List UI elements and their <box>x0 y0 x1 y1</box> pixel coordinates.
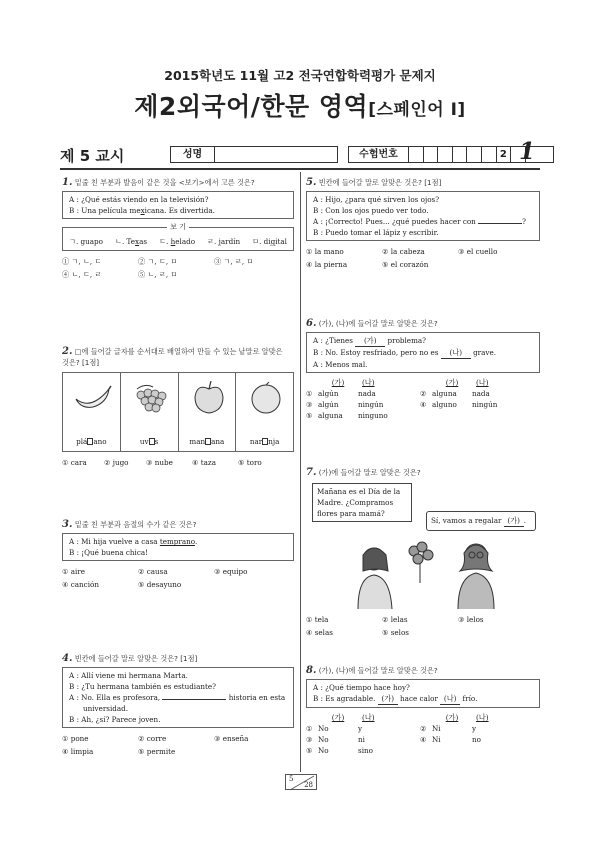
page-total: 28 <box>304 781 313 789</box>
exam-number-cell <box>467 147 482 162</box>
dialogue-line: B : Una película mexicana. Es divertida. <box>69 206 215 215</box>
fruit-cell <box>63 373 121 451</box>
question-stem: 밑줄 친 부분과 음절의 수가 같은 것은? <box>74 520 197 529</box>
fruit-word: plá ano <box>76 437 107 446</box>
answer-options <box>306 614 540 638</box>
dialogue-line: B : Ah, ¿sí? Parece joven. <box>69 715 161 724</box>
exam-number-cell <box>409 147 424 162</box>
answer-blank <box>162 699 226 700</box>
exam-title-sub: [스페인어 I] <box>368 100 466 120</box>
dialogue-box <box>62 667 294 728</box>
dialogue-box <box>306 332 540 373</box>
answer-blank: (가) <box>378 693 398 705</box>
answer-option[interactable]: ② ㄱ, ㄷ, ㅁ <box>138 257 178 266</box>
answer-option[interactable]: ① cara <box>62 458 87 467</box>
illustration <box>306 481 540 609</box>
question-number: 4. <box>62 653 73 664</box>
page-footer <box>285 774 317 790</box>
dialogue-line: A : ¿Tienes (가) problema? <box>313 336 427 345</box>
answer-option[interactable]: ① tela <box>306 615 329 624</box>
column-header: (가) <box>331 713 345 722</box>
answer-table: (가) (나) (가) (나) ① algún nada ② alguna nada ③ algún ningún ④ alguno ningún ⑤ alguna ninguno <box>306 377 540 421</box>
answer-option[interactable]: ② lelas <box>382 615 408 624</box>
underlined-text: x <box>140 206 145 215</box>
question-7 <box>306 467 540 638</box>
answer-option[interactable]: ③ equipo <box>214 567 248 576</box>
answer-blank: (가) <box>355 335 385 347</box>
question-3 <box>62 519 294 590</box>
answer-option[interactable]: ③ enseña <box>214 734 249 743</box>
answer-option[interactable]: ③ lelos <box>458 615 484 624</box>
answer-options <box>62 256 294 280</box>
bogi-item: ㄹ. jardín <box>207 237 241 246</box>
question-stem: 빈칸에 들어갈 말로 알맞은 것은? [1점] <box>74 654 198 663</box>
question-number: 3. <box>62 519 73 530</box>
answer-table: (가) (나) (가) (나) ① No y ② Ni y ③ No ni ④ Ni no ⑤ No sino <box>306 712 540 756</box>
speech-bubble-right: Sí, vamos a regalar (가) . <box>426 511 536 531</box>
answer-option[interactable]: ② la cabeza <box>382 247 425 256</box>
name-box <box>170 146 338 163</box>
fruit-cell <box>236 373 293 451</box>
banana-icon <box>73 377 113 417</box>
exam-title-main: 제2외국어/한문 영역 <box>134 92 369 121</box>
exam-number-cell <box>424 147 439 162</box>
session-label: 제 5 교시 <box>60 147 125 165</box>
answer-option[interactable]: ② causa <box>138 567 168 576</box>
dialogue-line: A : ¡Correcto! Pues... ¿qué puedes hacer con ? <box>313 217 526 226</box>
answer-option[interactable]: ③ <box>306 400 313 409</box>
answer-option[interactable]: ⑤ <box>306 411 313 420</box>
bogi-item: ㄷ. helado <box>159 237 196 246</box>
question-8 <box>306 665 540 756</box>
question-number: 1. <box>62 177 73 188</box>
answer-options <box>62 733 294 757</box>
question-1 <box>62 177 294 280</box>
question-stem: 빈칸에 들어갈 말로 알맞은 것은? [1점] <box>318 178 442 187</box>
answer-blank <box>478 223 522 224</box>
dialogue-box <box>306 679 540 708</box>
apple-icon <box>189 377 229 417</box>
answer-option[interactable]: ① la mano <box>306 247 344 256</box>
fruit-word: nar nja <box>249 437 280 446</box>
answer-blank: (나) <box>441 347 471 359</box>
question-2 <box>62 346 294 468</box>
answer-option[interactable]: ④ <box>420 400 427 409</box>
answer-option[interactable]: ③ el cuello <box>458 247 498 256</box>
exam-subtitle: 2015학년도 11월 고2 전국연합학력평가 문제지 <box>164 68 436 83</box>
answer-blank: (나) <box>440 693 460 705</box>
question-stem: (가)에 들어갈 말로 알맞은 것은? <box>318 468 421 477</box>
dialogue-line: B : ¡Qué buena chica! <box>69 548 149 557</box>
dialogue-line: B : No. Estoy resfriado, pero no es (나) grave. <box>313 348 496 357</box>
column-header: (나) <box>476 713 489 722</box>
answer-option[interactable]: ② <box>420 724 427 733</box>
question-number: 6. <box>306 318 317 329</box>
question-number: 7. <box>306 467 317 478</box>
fruit-word: uv s <box>139 437 159 446</box>
page-number-big: 1 <box>519 138 536 165</box>
dialogue-box <box>306 191 540 241</box>
answer-option[interactable]: ④ ㄴ, ㄷ, ㄹ <box>62 270 102 279</box>
answer-option[interactable]: ⑤ selos <box>382 628 409 637</box>
dialogue-line: B : Es agradable. (가) hace calor (나) frío. <box>313 694 478 703</box>
answer-option[interactable]: ② jugo <box>104 458 129 467</box>
bogi-item: ㄴ. Texas <box>115 237 148 246</box>
question-number: 2. <box>62 346 73 357</box>
column-header: (가) <box>445 713 459 722</box>
bogi-box <box>62 223 294 251</box>
answer-option[interactable]: ④ limpia <box>62 747 94 756</box>
bogi-title: 보 기 <box>167 223 189 231</box>
grapes-icon <box>131 377 171 417</box>
answer-option[interactable]: ⑤ el corazón <box>382 260 429 269</box>
question-6 <box>306 318 540 421</box>
answer-option[interactable]: ① pone <box>62 734 89 743</box>
answer-option[interactable]: ④ selas <box>306 628 333 637</box>
fruit-picture-box <box>62 372 294 452</box>
exam-number-cell <box>438 147 453 162</box>
question-stem: 밑줄 친 부분과 발음이 같은 것을 <보기>에서 고른 것은? <box>74 178 255 187</box>
orange-icon <box>246 377 286 417</box>
bogi-item: ㅁ. digital <box>252 237 287 246</box>
header-row <box>60 138 540 165</box>
column-header: (가) <box>445 378 459 387</box>
exam-title <box>0 87 600 123</box>
answer-option[interactable]: ④ <box>420 735 427 744</box>
answer-option[interactable]: ③ ㄱ, ㄹ, ㅁ <box>214 257 254 266</box>
exam-number-digit: 2 <box>497 147 512 162</box>
dialogue-line: A : Menos mal. <box>313 360 368 369</box>
dialogue-box <box>62 191 294 219</box>
answer-option[interactable]: ⑤ ㄴ, ㄹ, ㅁ <box>138 270 178 279</box>
answer-option[interactable]: ④ canción <box>62 580 99 589</box>
answer-option[interactable]: ① <box>306 389 313 398</box>
underlined-text: temprano <box>159 537 195 546</box>
answer-option[interactable]: ① ㄱ, ㄴ, ㄷ <box>62 257 102 266</box>
answer-options <box>62 457 294 468</box>
exam-number-cell <box>453 147 468 162</box>
dialogue-line: A : ¿Qué estás viendo en la televisión? <box>69 195 209 204</box>
answer-option[interactable]: ③ nube <box>146 458 173 467</box>
exam-number-cell <box>482 147 497 162</box>
speech-bubble-left: Mañana es el Día de la Madre. ¿Compramos flores para mamá? <box>312 483 412 522</box>
dialogue-line: A : No. Ella es profesora, historia en esta <box>69 693 286 702</box>
dialogue-line: universidad. <box>83 704 129 713</box>
dialogue-line: A : ¿Qué tiempo hace hoy? <box>313 683 410 692</box>
fruit-word: man ana <box>189 437 225 446</box>
answer-option[interactable]: ⑤ desayuno <box>138 580 182 589</box>
bogi-item: ㄱ. guapo <box>69 237 103 246</box>
name-label: 성명 <box>171 147 215 162</box>
answer-option[interactable]: ④ taza <box>192 458 216 467</box>
answer-option[interactable]: ① <box>306 724 313 733</box>
column-divider <box>300 172 301 772</box>
question-number: 5. <box>306 177 317 188</box>
exam-number-label: 수험번호 <box>349 147 409 162</box>
column-header: (나) <box>362 378 375 387</box>
dialogue-line: B : Con los ojos puedo ver todo. <box>313 206 429 215</box>
page-current: 5 <box>289 775 294 783</box>
dialogue-box <box>62 533 294 561</box>
answer-options <box>306 246 540 270</box>
two-people-icon <box>336 537 526 609</box>
answer-option[interactable]: ① aire <box>62 567 86 576</box>
answer-option[interactable]: ④ la pierna <box>306 260 348 269</box>
dialogue-line: A : Mi hija vuelve a casa temprano. <box>69 537 198 546</box>
question-stem: 것은? [1점] <box>62 358 100 367</box>
question-5 <box>306 177 540 270</box>
answer-option[interactable]: ⑤ permite <box>138 747 176 756</box>
fruit-cell <box>121 373 179 451</box>
header-divider <box>60 168 540 170</box>
question-4 <box>62 653 294 757</box>
answer-option[interactable]: ② corre <box>138 734 167 743</box>
fruit-cell <box>179 373 237 451</box>
answer-option[interactable]: ③ <box>306 735 313 744</box>
column-header: (나) <box>362 713 375 722</box>
column-header: (나) <box>476 378 489 387</box>
dialogue-line: A : Hijo, ¿para qué sirven los ojos? <box>313 195 440 204</box>
question-stem: (가), (나)에 들어갈 말로 알맞은 것은? <box>318 666 438 675</box>
dialogue-line: B : Puedo tomar el lápiz y escribir. <box>313 228 439 237</box>
answer-option[interactable]: ⑤ toro <box>238 458 262 467</box>
question-number: 8. <box>306 665 317 676</box>
dialogue-line: A : Allí viene mi hermana Marta. <box>69 671 188 680</box>
answer-options <box>62 566 294 590</box>
question-stem: □에 들어갈 글자를 순서대로 배열하여 만들 수 있는 낱말로 알맞은 <box>74 347 283 356</box>
question-stem: (가), (나)에 들어갈 말로 알맞은 것은? <box>318 319 438 328</box>
answer-option[interactable]: ⑤ <box>306 746 313 755</box>
dialogue-line: B : ¿Tu hermana también es estudiante? <box>69 682 217 691</box>
column-header: (가) <box>331 378 345 387</box>
answer-option[interactable]: ② <box>420 389 427 398</box>
